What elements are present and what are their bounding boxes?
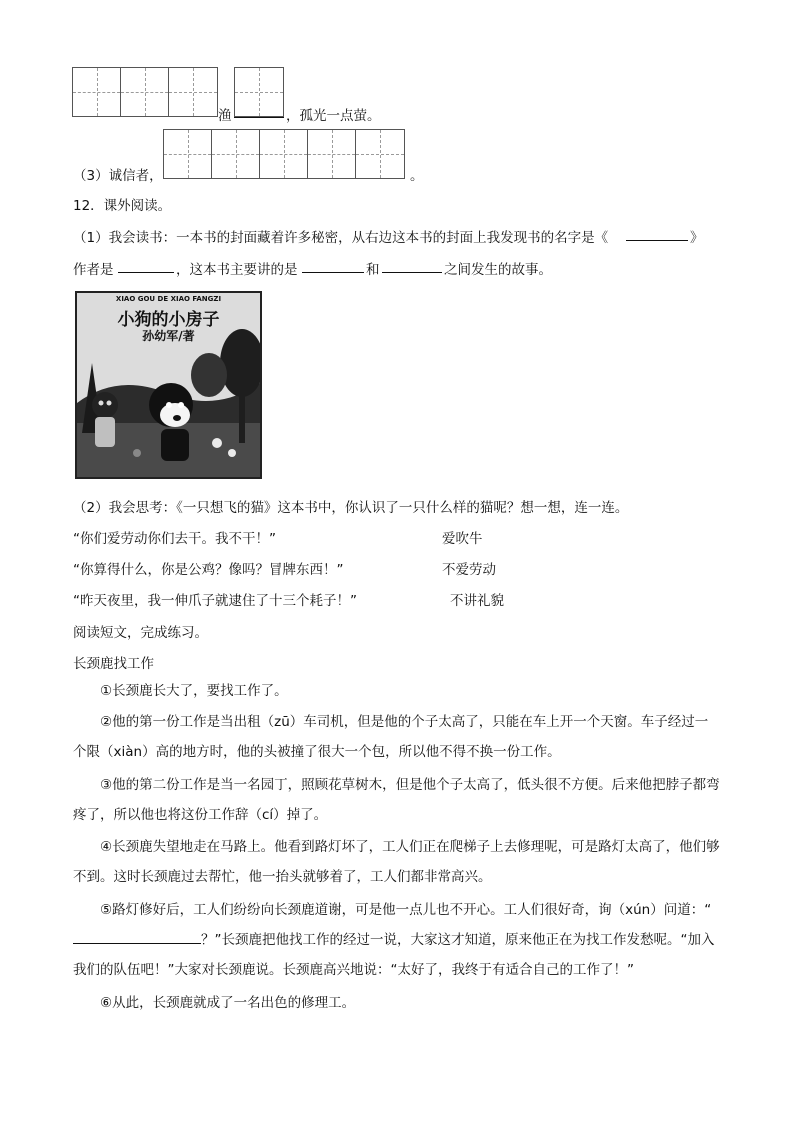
quote-3: “昨天夜里，我一伸爪子就逮住了十三个耗子！” [73,593,357,609]
story-about-label: ，这本书主要讲的是 [176,262,298,278]
q12-part1-close: 》 [690,230,704,246]
answer-blank[interactable] [234,117,284,118]
grid-cell[interactable] [308,130,356,178]
quote-1: “你们爱劳动你们去干。我不干！” [73,531,276,547]
story-tail: 之间发生的故事。 [444,262,552,278]
grid-cell[interactable] [73,68,121,116]
cover-pinyin: XIAO GOU DE XIAO FANGZI [115,295,222,303]
cover-author: 孙幼军/著 [142,329,195,343]
grid-cell[interactable] [169,68,217,116]
paragraph-1: ①长颈鹿长大了，要找工作了。 [100,683,288,699]
poem-char: 渔 [218,108,232,124]
paragraph-5-start: ⑤路灯修好后，工人们纷纷向长颈鹿道谢，可是他一点儿也不开心。工人们很好奇，询（xún）问道：“ [100,902,712,918]
passage-title: 长颈鹿找工作 [73,656,154,672]
character-blank-1[interactable] [302,272,364,273]
quote-2: “你算得什么，你是公鸡？像吗？冒牌东西！” [73,562,344,578]
reading-instruction: 阅读短文，完成练习。 [73,625,208,641]
and-label: 和 [366,262,380,278]
paragraph-6: ⑥从此，长颈鹿就成了一名出色的修理工。 [100,995,356,1011]
writing-grid-3[interactable] [163,129,405,179]
poem-tail: ，孤光一点萤。 [286,108,381,124]
author-blank[interactable] [118,272,174,273]
writing-grid-1[interactable] [72,67,218,117]
paragraph-5 [73,895,721,985]
cover-title: 小狗的小房子 [117,310,220,330]
paragraph-3: ③他的第二份工作是当一名园丁，照顾花草树木，但是他个子太高了，低头很不方便。后来他把脖子都弯疼了，所以他也将这份工作辞（cí）掉了。 [73,777,720,823]
line-end: 。 [410,168,424,184]
question-answer-blank[interactable] [73,929,201,944]
grid-cell[interactable] [164,130,212,178]
question-3-label: （3）诚信者， [73,168,163,184]
trait-3[interactable]: 不讲礼貌 [450,593,504,609]
q12-part2-prompt: （2）我会思考：《一只想飞的猫》这本书中，你认识了一只什么样的猫呢？想一想，连一连。 [73,500,629,516]
paragraph-2: ②他的第一份工作是当出租（zū）车司机，但是他的个子太高了，只能在车上开一个天窗。车子经过一个限（xiàn）高的地方时，他的头被撞了很大一个包，所以他不得不换一份工作。 [73,714,709,760]
grid-cell[interactable] [121,68,169,116]
author-label: 作者是 [73,262,114,278]
grid-cell[interactable] [356,130,404,178]
question-12-heading: 12．课外阅读。 [73,198,172,214]
grid-cell[interactable] [260,130,308,178]
grid-cell[interactable] [212,130,260,178]
q12-part1-prompt: （1）我会读书：一本书的封面藏着许多秘密，从右边这本书的封面上我发现书的名字是《 [73,230,609,246]
character-blank-2[interactable] [382,272,442,273]
paragraph-5-end: ？”长颈鹿把他找工作的经过一说，大家这才知道，原来他正在为找工作发愁呢。“加入我们的队伍吧！”大家对长颈鹿说。长颈鹿高兴地说：“太好了，我终于有适合自己的工作了！” [73,932,715,978]
trait-1[interactable]: 爱吹牛 [442,531,483,547]
paragraph-4: ④长颈鹿失望地走在马路上。他看到路灯坏了，工人们正在爬梯子上去修理呢，可是路灯太高了，他们够不到。这时长颈鹿过去帮忙，他一抬头就够着了，工人们都非常高兴。 [73,839,720,885]
book-title-blank[interactable] [626,240,688,241]
trait-2[interactable]: 不爱劳动 [442,562,496,578]
writing-grid-2[interactable] [234,67,284,117]
book-cover-image [75,291,262,479]
grid-cell[interactable] [235,68,283,116]
